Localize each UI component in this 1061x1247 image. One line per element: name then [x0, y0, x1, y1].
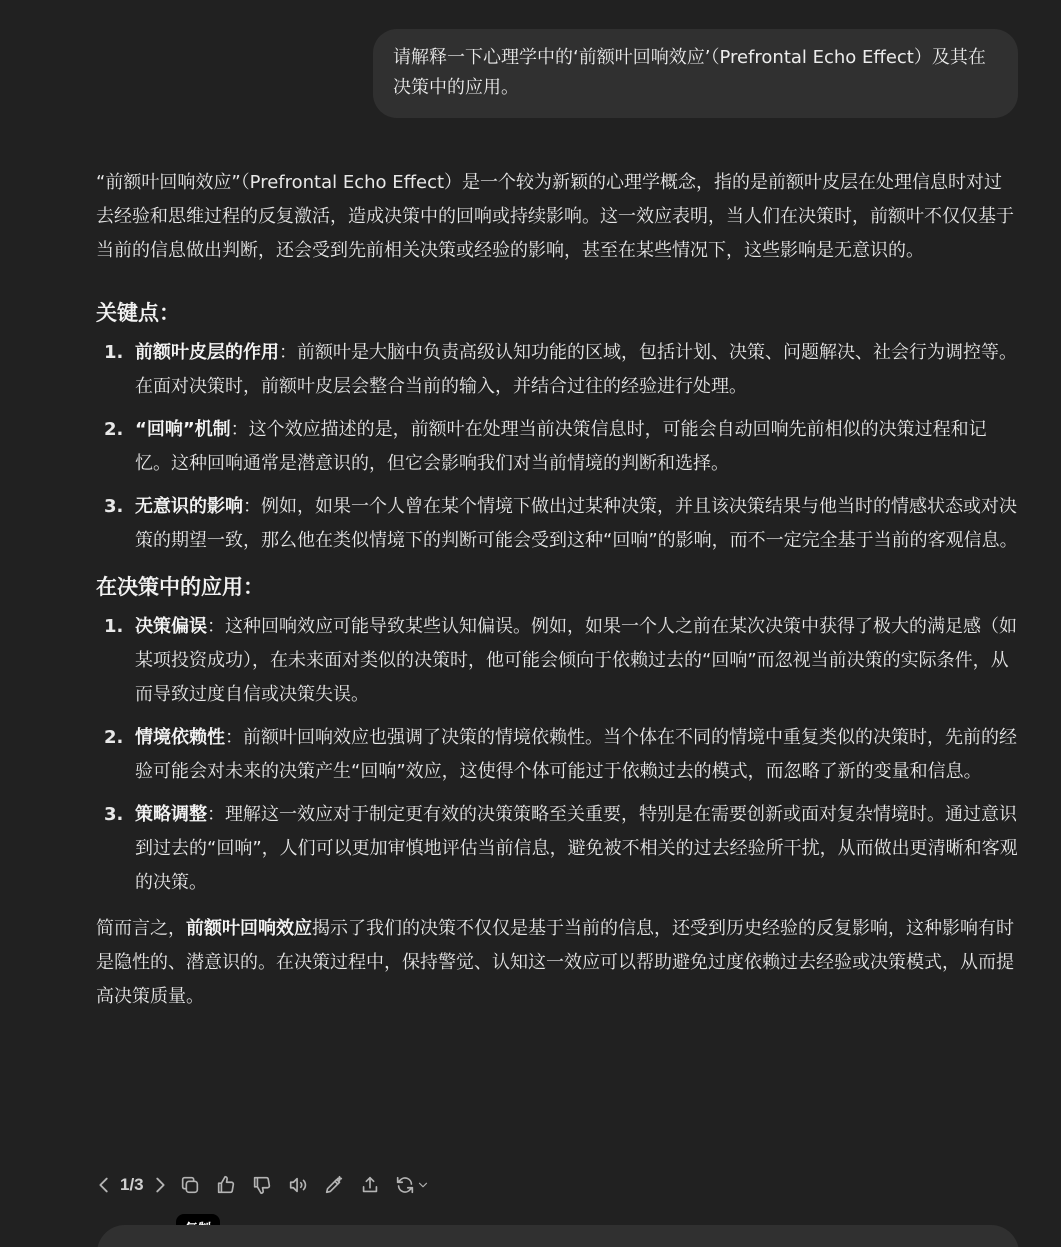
assistant-answer [96, 166, 1020, 1014]
previous-response-button[interactable] [92, 1167, 116, 1203]
response-pager: 1/3 [120, 1175, 144, 1194]
thumbs-down-icon [251, 1174, 273, 1196]
list-number: 3. [104, 496, 124, 517]
message-composer[interactable] [97, 1225, 1019, 1247]
chevron-left-icon [93, 1174, 115, 1196]
chevron-right-icon [149, 1174, 171, 1196]
conclusion-prefix: 简而言之， [96, 918, 186, 939]
list-item-text: ：理解这一效应对于制定更有效的决策策略至关重要，特别是在需要创新或面对复杂情境时。通过意识到过去的“回响”，人们可以更加审慎地评估当前信息，避免被不相关的过去经验所干扰，从而做出更清晰和客观的决策。 [135, 804, 1018, 893]
list-item [96, 413, 1020, 481]
share-icon [359, 1174, 381, 1196]
list-item-text: ：这个效应描述的是，前额叶在处理当前决策信息时，可能会自动回响先前相似的决策过程和记忆。这种回响通常是潜意识的，但它会影响我们对当前情境的判断和选择。 [135, 419, 987, 474]
edit-icon [323, 1174, 345, 1196]
edit-canvas-button[interactable] [316, 1167, 352, 1203]
key-points-heading: 关键点： [96, 301, 180, 325]
list-number: 1. [104, 342, 124, 363]
list-number: 2. [104, 727, 124, 748]
list-item [96, 490, 1020, 558]
list-item-title: 决策偏误 [135, 616, 207, 637]
read-aloud-button[interactable] [280, 1167, 316, 1203]
copy-button[interactable] [172, 1167, 208, 1203]
list-item [96, 336, 1020, 404]
message-toolbar [92, 1167, 436, 1203]
list-item-title: “回响”机制 [135, 419, 231, 440]
user-message-text: 请解释一下心理学中的‘前额叶回响效应’（Prefrontal Echo Effect）及其在决策中的应用。 [393, 47, 986, 98]
list-number: 1. [104, 616, 124, 637]
applications-list [96, 610, 1020, 900]
share-button[interactable] [352, 1167, 388, 1203]
list-item-text: ：这种回响效应可能导致某些认知偏误。例如，如果一个人之前在某次决策中获得了极大的满足感（如某项投资成功），在未来面对类似的决策时，他可能会倾向于依赖过去的“回响”而忽视当前决策的实际条件，从而导致过度自信或决策失误。 [135, 616, 1017, 705]
good-response-button[interactable] [208, 1167, 244, 1203]
list-number: 3. [104, 804, 124, 825]
key-points-list [96, 336, 1020, 558]
list-item [96, 798, 1020, 900]
list-item-title: 策略调整 [135, 804, 207, 825]
conclusion-bold: 前额叶回响效应 [186, 918, 312, 939]
thumbs-up-icon [215, 1174, 237, 1196]
bad-response-button[interactable] [244, 1167, 280, 1203]
answer-intro: “前额叶回响效应”（Prefrontal Echo Effect）是一个较为新颖的心理学概念，指的是前额叶皮层在处理信息时对过去经验和思维过程的反复激活，造成决策中的回响或持续影响。这一效应表明，当人们在决策时，前额叶不仅仅基于当前的信息做出判断，还会受到先前相关决策或经验的影响，甚至在某些情况下，这些影响是无意识的。 [96, 172, 1014, 261]
list-item-title: 前额叶皮层的作用 [135, 342, 279, 363]
list-item-text: ：例如，如果一个人曾在某个情境下做出过某种决策，并且该决策结果与他当时的情感状态或对决策的期望一致，那么他在类似情境下的判断可能会受到这种“回响”的影响，而不一定完全基于当前的客观信息。 [135, 496, 1018, 551]
answer-conclusion [96, 912, 1020, 1014]
read-aloud-icon [287, 1174, 309, 1196]
next-response-button[interactable] [148, 1167, 172, 1203]
list-item-text: ：前额叶回响效应也强调了决策的情境依赖性。当个体在不同的情境中重复类似的决策时，先前的经验可能会对未来的决策产生“回响”效应，这使得个体可能过于依赖过去的模式，而忽略了新的变量和信息。 [135, 727, 1017, 782]
list-item-text: ：前额叶是大脑中负责高级认知功能的区域，包括计划、决策、问题解决、社会行为调控等。在面对决策时，前额叶皮层会整合当前的输入，并结合过往的经验进行处理。 [135, 342, 1017, 397]
conclusion-suffix: 揭示了我们的决策不仅仅是基于当前的信息，还受到历史经验的反复影响，这种影响有时是隐性的、潜意识的。在决策过程中，保持警觉、认知这一效应可以帮助避免过度依赖过去经验或决策模式，从而提高决策质量。 [96, 918, 1014, 1007]
user-message-bubble [373, 29, 1018, 118]
list-item-title: 无意识的影响 [135, 496, 243, 517]
copy-icon [179, 1174, 201, 1196]
regenerate-icon [394, 1174, 416, 1196]
list-item [96, 610, 1020, 712]
chevron-down-icon [416, 1178, 430, 1192]
list-item-title: 情境依赖性 [135, 727, 225, 748]
applications-heading: 在决策中的应用： [96, 575, 264, 599]
list-number: 2. [104, 419, 124, 440]
regenerate-button[interactable] [388, 1167, 436, 1203]
list-item [96, 721, 1020, 789]
